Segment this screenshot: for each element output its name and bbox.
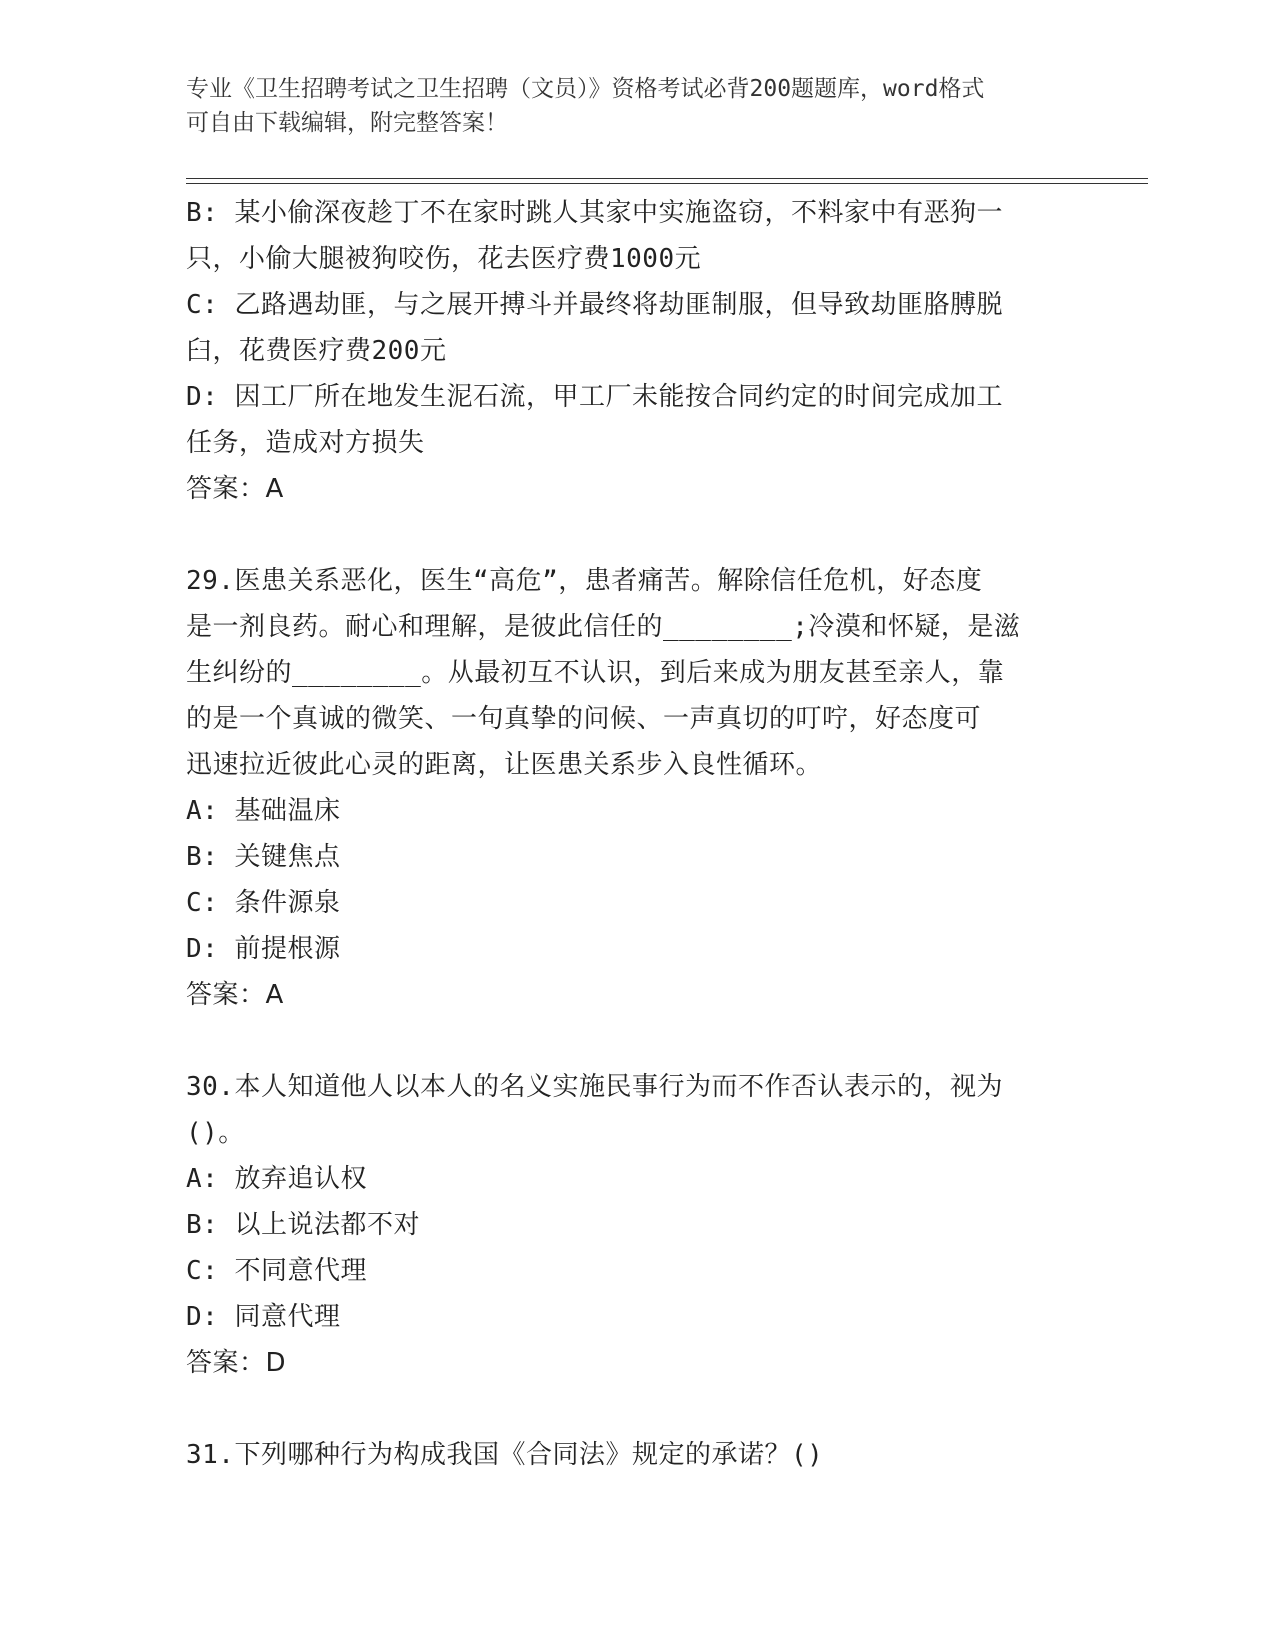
question-content xyxy=(186,190,1086,1478)
answer-30: 答案：D xyxy=(186,1348,287,1378)
question-31 xyxy=(186,1432,1086,1478)
question-29-option-a: A: 基础温床 xyxy=(186,796,341,826)
question-30 xyxy=(186,1064,1086,1386)
option-d-line-2: 任务，造成对方损失 xyxy=(186,428,425,458)
header-line-1: 专业《卫生招聘考试之卫生招聘（文员）》资格考试必背200题题库，word格式 xyxy=(186,76,985,102)
header-rule-top xyxy=(186,178,1148,179)
question-30-line-1: 30.本人知道他人以本人的名义实施民事行为而不作否认表示的，视为 xyxy=(186,1072,1003,1102)
question-30-line-2: ()。 xyxy=(186,1118,245,1148)
question-30-option-c: C: 不同意代理 xyxy=(186,1256,367,1286)
question-29-line-5: 迅速拉近彼此心灵的距离，让医患关系步入良性循环。 xyxy=(186,750,823,780)
spacer xyxy=(186,1386,1086,1432)
header-line-2: 可自由下载编辑，附完整答案！ xyxy=(186,110,508,136)
question-29-line-2: 是一剂良药。耐心和理解，是彼此信任的________;冷漠和怀疑，是滋 xyxy=(186,612,1021,642)
question-29-option-d: D: 前提根源 xyxy=(186,934,341,964)
option-c-line-2: 臼，花费医疗费200元 xyxy=(186,336,447,366)
header-rule-bottom xyxy=(186,183,1148,184)
page-header xyxy=(186,72,1066,140)
option-d-line-1: D: 因工厂所在地发生泥石流，甲工厂未能按合同约定的时间完成加工 xyxy=(186,382,1003,412)
question-29-option-c: C: 条件源泉 xyxy=(186,888,341,918)
option-b-line-2: 只，小偷大腿被狗咬伤，花去医疗费1000元 xyxy=(186,244,702,274)
spacer xyxy=(186,1018,1086,1064)
spacer xyxy=(186,512,1086,558)
question-29 xyxy=(186,558,1086,1018)
option-b-line-1: B: 某小偷深夜趁丁不在家时跳人其家中实施盗窃，不料家中有恶狗一 xyxy=(186,198,1003,228)
question-29-line-1: 29.医患关系恶化，医生“高危”，患者痛苦。解除信任危机，好态度 xyxy=(186,566,983,596)
question-30-option-a: A: 放弃追认权 xyxy=(186,1164,367,1194)
question-30-option-b: B: 以上说法都不对 xyxy=(186,1210,420,1240)
question-29-option-b: B: 关键焦点 xyxy=(186,842,341,872)
answer-29: 答案：A xyxy=(186,980,284,1010)
option-c-line-1: C: 乙路遇劫匪，与之展开搏斗并最终将劫匪制服，但导致劫匪胳膊脱 xyxy=(186,290,1003,320)
answer-28: 答案：A xyxy=(186,474,284,504)
question-29-line-3: 生纠纷的________。从最初互不认识，到后来成为朋友甚至亲人，靠 xyxy=(186,658,1005,688)
question-28-continued xyxy=(186,190,1086,512)
question-29-line-4: 的是一个真诚的微笑、一句真挚的问候、一声真切的叮咛，好态度可 xyxy=(186,704,982,734)
question-30-option-d: D: 同意代理 xyxy=(186,1302,341,1332)
question-31-line-1: 31.下列哪种行为构成我国《合同法》规定的承诺？() xyxy=(186,1440,824,1470)
